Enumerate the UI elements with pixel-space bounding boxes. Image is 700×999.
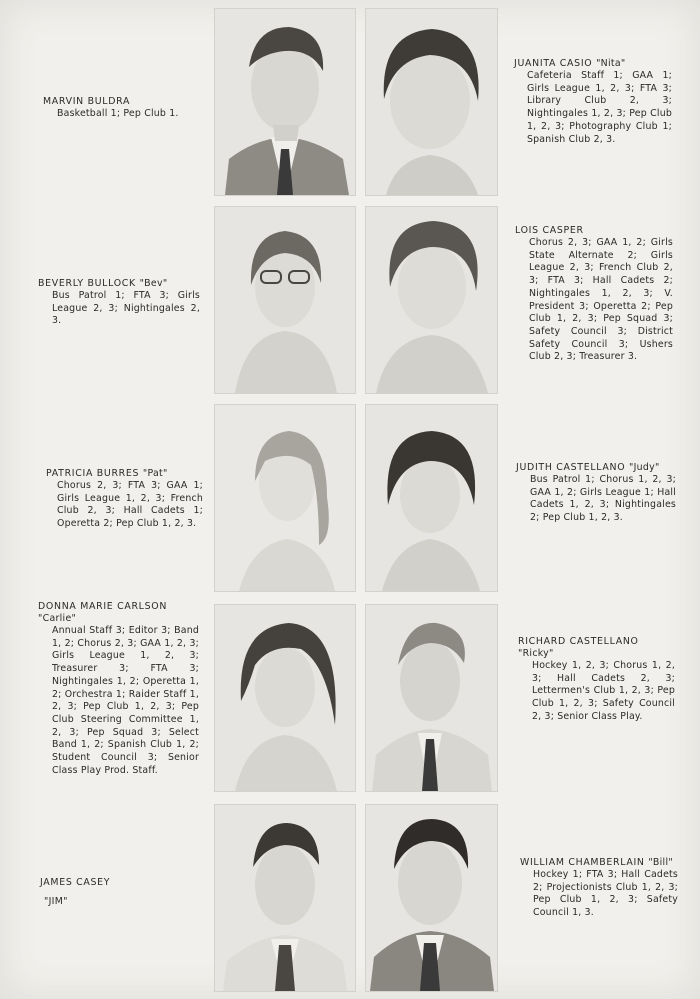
male-portrait-icon [366, 605, 497, 791]
activities-lois-casper: Chorus 2, 3; GAA 1, 2; Girls State Alternate 2; Girls League 2, 3; French Club 2, 3; FTA 3; Hall Cadets 2; Nightingales 1, 2, 3; V. President 3; Operetta 2; Pep Club 1, 2, 3; Pep Squad 3; Safety Council 3; District Safety Council 3; Ushers Club 2, 3; Treasurer 3. [529, 237, 673, 363]
name-text: BEVERLY BULLOCK [38, 278, 136, 289]
nickname-james-casey: "JIM" [44, 896, 68, 907]
activities-beverly-bullock: Bus Patrol 1; FTA 3; Girls League 2, 3; Nightingales 2, 3. [52, 290, 200, 327]
name-marvin-buldra: MARVIN BULDRA [43, 96, 131, 107]
name-text: JUANITA CASIO [514, 58, 593, 69]
nickname-richard-castellano: "Ricky" [518, 648, 554, 659]
name-text: WILLIAM CHAMBERLAIN [520, 857, 645, 868]
name-richard-castellano: RICHARD CASTELLANO [518, 636, 639, 647]
female-portrait-icon [366, 9, 497, 195]
male-portrait-icon [215, 805, 355, 991]
portrait-patricia-burres [214, 404, 356, 592]
nickname-william-chamberlain: "Bill" [648, 857, 673, 868]
nickname-donna-marie-carlson: "Carlie" [38, 613, 77, 624]
activities-marvin-buldra: Basketball 1; Pep Club 1. [57, 108, 179, 119]
female-portrait-icon [215, 207, 355, 393]
name-james-casey: JAMES CASEY [40, 877, 111, 888]
activities-judith-castellano: Bus Patrol 1; Chorus 1, 2, 3; GAA 1, 2; Girls League 1; Hall Cadets 1, 2, 3; Nightingales 2; Pep Club 1, 2, 3. [530, 474, 676, 524]
female-portrait-icon [366, 207, 497, 393]
portrait-marvin-buldra [214, 8, 356, 196]
female-portrait-icon [366, 405, 497, 591]
activities-juanita-casio: Cafeteria Staff 1; GAA 1; Girls League 1, 2, 3; FTA 3; Library Club 2, 3; Nightingales 1, 2, 3; Pep Club 1, 2, 3; Photography Club 1; Spanish Club 2, 3. [527, 70, 672, 145]
female-portrait-icon [215, 405, 355, 591]
portrait-richard-castellano [365, 604, 498, 792]
portrait-judith-castellano [365, 404, 498, 592]
name-juanita-casio [514, 58, 626, 69]
portrait-lois-casper [365, 206, 498, 394]
activities-william-chamberlain: Hockey 1; FTA 3; Hall Cadets 2; Projectionists Club 1, 2, 3; Pep Club 1, 2, 3; Safety Council 1, 3. [533, 869, 678, 919]
name-william-chamberlain [520, 857, 673, 868]
nickname-juanita-casio: "Nita" [596, 58, 626, 69]
male-portrait-icon [215, 9, 355, 195]
nickname-judith-castellano: "Judy" [628, 462, 660, 473]
portrait-donna-marie-carlson [214, 604, 356, 792]
portrait-beverly-bullock [214, 206, 356, 394]
name-text: JUDITH CASTELLANO [516, 462, 626, 473]
name-lois-casper: LOIS CASPER [515, 225, 584, 236]
male-portrait-icon [366, 805, 497, 991]
activities-patricia-burres: Chorus 2, 3; FTA 3; GAA 1; Girls League 1, 2, 3; French Club 2, 3; Hall Cadets 1; Operetta 2; Pep Club 1, 2, 3. [57, 480, 203, 530]
activities-richard-castellano: Hockey 1, 2, 3; Chorus 1, 2, 3; Hall Cadets 2, 3; Lettermen's Club 1, 2, 3; Pep Club 1, 2, 3; Safety Council 2, 3; Senior Class Play. [532, 660, 675, 722]
name-patricia-burres [46, 468, 168, 479]
portrait-william-chamberlain [365, 804, 498, 992]
name-text: PATRICIA BURRES [46, 468, 140, 479]
name-judith-castellano [516, 462, 660, 473]
female-portrait-icon [215, 605, 355, 791]
nickname-beverly-bullock: "Bev" [139, 278, 168, 289]
portrait-juanita-casio [365, 8, 498, 196]
name-donna-marie-carlson: DONNA MARIE CARLSON [38, 601, 168, 612]
name-beverly-bullock [38, 278, 167, 289]
portrait-james-casey [214, 804, 356, 992]
nickname-patricia-burres: "Pat" [142, 468, 168, 479]
activities-donna-marie-carlson: Annual Staff 3; Editor 3; Band 1, 2; Chorus 2, 3; GAA 1, 2, 3; Girls League 1, 2, 3; Treasurer 3; FTA 3; Nightingales 1, 2; Operetta 1, 2; Orchestra 1; Raider Staff 1, 2, 3; Pep Club 1, 2, 3; Pep Club Steering Committee 1, 2, 3; Pep Squad 3; Select Band 1, 2; Spanish Club 1, 2; Student Council 3; Senior Class Play Prod. Staff. [52, 625, 199, 776]
